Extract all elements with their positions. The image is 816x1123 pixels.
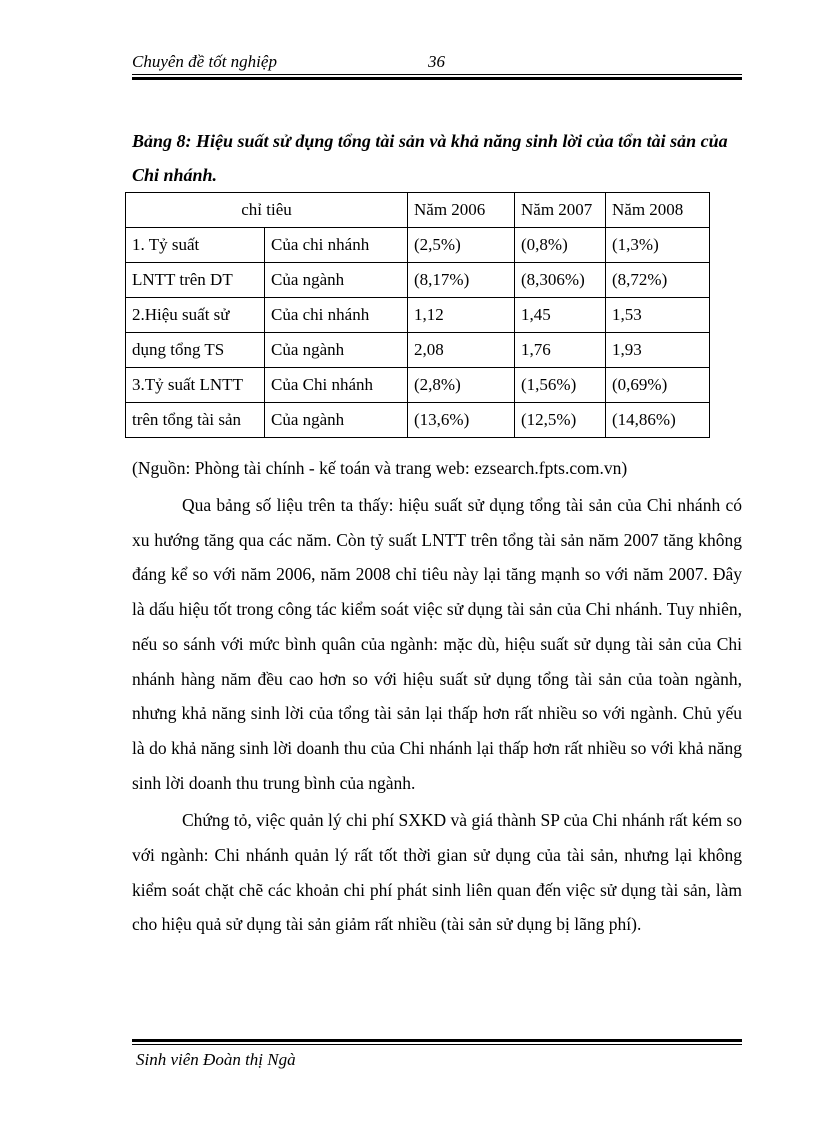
table-cell: 1,76: [515, 333, 606, 368]
group-label-line2: trên tổng tài sản: [126, 403, 265, 438]
table-cell: (8,72%): [606, 263, 710, 298]
table-cell: (13,6%): [408, 403, 515, 438]
table-cell: 1,12: [408, 298, 515, 333]
row-sub-label: Của Chi nhánh: [265, 368, 408, 403]
table-caption: Bảng 8: Hiệu suất sử dụng tổng tài sản và khả năng sinh lời của tổn tài sản của Chi nhánh.: [132, 131, 728, 185]
header-rule-thin: [132, 74, 742, 75]
table-cell: (8,17%): [408, 263, 515, 298]
table-header-row: [126, 193, 710, 228]
header-rule-thick: [132, 77, 742, 80]
table-cell: 1,45: [515, 298, 606, 333]
paragraph: Chứng tỏ, việc quản lý chi phí SXKD và giá thành SP của Chi nhánh rất kém so với ngành: Chi nhánh quản lý rất tốt thời gian sử dụng của tài sản, nhưng lại không kiểm soát chặt chẽ các khoản chi phí phát sinh liên quan đến việc sử dụng tài sản, làm cho hiệu quả sử dụng tài sản giảm rất nhiều (tài sản sử dụng bị lãng phí).: [132, 810, 743, 935]
row-sub-label: Của ngành: [265, 333, 408, 368]
page-number: 36: [428, 52, 445, 71]
row-sub-label: Của ngành: [265, 263, 408, 298]
table-row: [126, 368, 710, 403]
paragraph: Qua bảng số liệu trên ta thấy: hiệu suất sử dụng tổng tài sản của Chi nhánh có xu hướng tăng qua các năm. Còn tỷ suất LNTT trên tổng tài sản năm 2007 tăng không đáng kể so với năm 2006, năm 2008 chỉ tiêu này lại tăng mạnh so với năm 2007. Đây là dấu hiệu tốt trong công tác kiểm soát việc sử dụng tài sản của Chi nhánh. Tuy nhiên, nếu so sánh với mức bình quân của ngành: mặc dù, hiệu suất sử dụng tài sản của Chi nhánh hàng năm đều cao hơn so với hiệu suất sử dụng tổng tài sản của toàn ngành, nhưng khả năng sinh lời của tổng tài sản lại thấp hơn rất nhiều so với ngành. Chủ yếu là do khả năng sinh lời doanh thu của Chi nhánh lại thấp hơn rất nhiều so với khả năng sinh lời doanh thu trung bình của ngành.: [132, 495, 742, 793]
group-label-line2: dụng tổng TS: [126, 333, 265, 368]
table-cell: 1,93: [606, 333, 710, 368]
table-row: [126, 228, 710, 263]
footer-rule-thin: [132, 1044, 742, 1045]
header-year: Năm 2006: [408, 193, 515, 228]
header-year: Năm 2008: [606, 193, 710, 228]
body-text: [132, 488, 742, 942]
row-sub-label: Của chi nhánh: [265, 228, 408, 263]
row-sub-label: Của chi nhánh: [265, 298, 408, 333]
table-cell: (14,86%): [606, 403, 710, 438]
header-year: Năm 2007: [515, 193, 606, 228]
group-label-line1: 3.Tỷ suất LNTT: [126, 368, 265, 403]
table-row: [126, 263, 710, 298]
table-cell: (2,8%): [408, 368, 515, 403]
data-table: [125, 192, 710, 438]
group-label-line1: 1. Tỷ suất: [126, 228, 265, 263]
group-label-line2: LNTT trên DT: [126, 263, 265, 298]
row-sub-label: Của ngành: [265, 403, 408, 438]
table-cell: 1,53: [606, 298, 710, 333]
page-header: [132, 52, 742, 74]
header-title: Chuyên đề tốt nghiệp: [132, 52, 277, 71]
table-cell: (1,3%): [606, 228, 710, 263]
table-row: [126, 403, 710, 438]
group-label-line1: 2.Hiệu suất sử: [126, 298, 265, 333]
header-chitieu: chỉ tiêu: [126, 193, 408, 228]
table-cell: (0,69%): [606, 368, 710, 403]
table-row: [126, 333, 710, 368]
table-cell: (1,56%): [515, 368, 606, 403]
table-cell: 2,08: [408, 333, 515, 368]
table-cell: (12,5%): [515, 403, 606, 438]
source-note: (Nguồn: Phòng tài chính - kế toán và trang web: ezsearch.fpts.com.vn): [132, 458, 628, 478]
table-cell: (0,8%): [515, 228, 606, 263]
footer-rule-thick: [132, 1039, 742, 1042]
table-cell: (8,306%): [515, 263, 606, 298]
table-cell: (2,5%): [408, 228, 515, 263]
footer-author: Sinh viên Đoàn thị Ngà: [136, 1050, 296, 1069]
table-row: [126, 298, 710, 333]
